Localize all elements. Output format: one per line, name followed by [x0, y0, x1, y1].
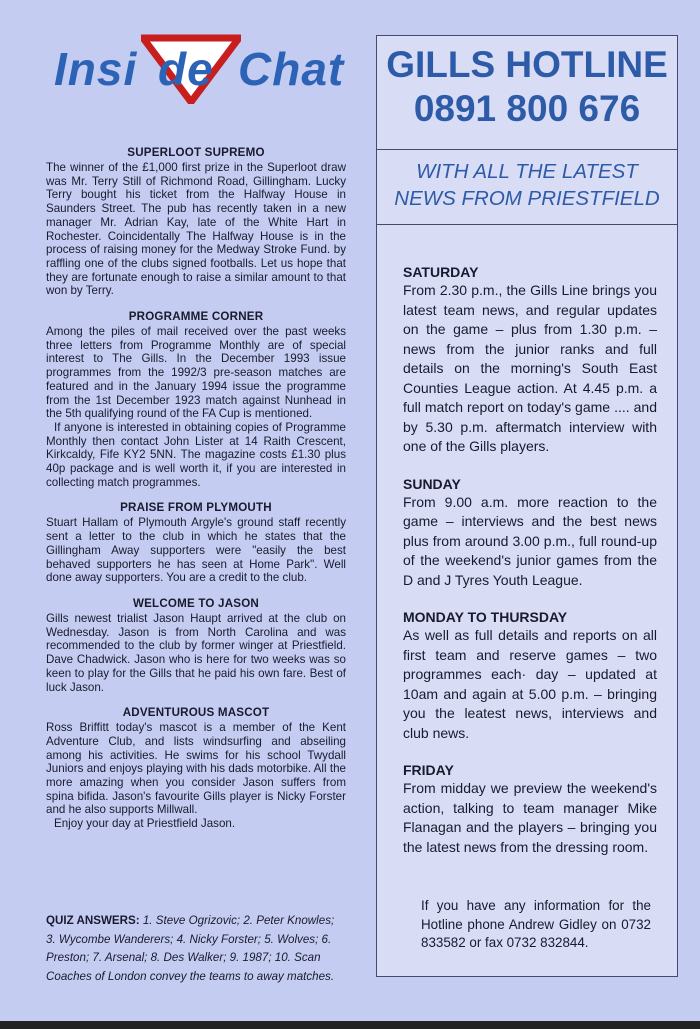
inside-chat-logo	[46, 28, 346, 116]
section-superloot	[46, 146, 346, 298]
schedule-saturday	[403, 264, 657, 457]
hotline-tagline	[377, 158, 677, 212]
day-text: From 2.30 p.m., the Gills Line brings you latest team news, and regular updates on the game – plus from 1.30 p.m. – news from the junior ranks and full details on the morning's South East Counties League action. At 4.45 p.m. a full match report on today's game .... and by 5.30 p.m. aftermatch interview with one of the Gills players.	[403, 282, 657, 454]
schedule	[403, 264, 657, 857]
day-text: From midday we preview the weekend's action, talking to team manager Mike Flanagan and the players – bringing you the latest news from the dressing room.	[403, 780, 657, 855]
section-title: WELCOME TO JASON	[132, 596, 259, 610]
section-paragraph: Among the piles of mail received over the past weeks three letters from Programme Monthly are of special interest to The Gills. In the December 1993 issue programmes from the 1992/3 pre-season matches are featured and in the January 1994 issue the programme from the 1st December 1923 match against Nunhead in the 5th qualifying round of the FA Cup is mentioned.	[46, 325, 346, 421]
logo-word-chat: Chat	[238, 43, 345, 95]
section-paragraph: Enjoy your day at Priestfield Jason.	[54, 817, 236, 831]
section-programme-corner	[46, 310, 346, 489]
section-welcome-jason	[46, 597, 346, 694]
quiz-text: 1. Steve Ogrizovic; 2. Peter Knowles; 3. Wycombe Wanderers; 4. Nicky Forster; 5. Wolves; 6. Preston; 7. Arsenal; 8. Des Walker; 9. 1987; 10. Scan Coaches of London convey the teams to away matches.	[46, 914, 335, 983]
section-title: ADVENTUROUS MASCOT	[122, 706, 270, 720]
hotline-box	[376, 35, 678, 977]
section-adventurous-mascot	[46, 706, 346, 831]
section-title: PROGRAMME CORNER	[128, 310, 264, 324]
hotline-contact: If you have any information for the Hotline phone Andrew Gidley on 0732 833582 or fax 0732 832844.	[421, 898, 651, 950]
section-paragraph: The winner of the £1,000 first prize in the Superloot draw was Mr. Terry Still of Richmond Road, Gillingham. Lucky Terry bought his ticket from the Halfway House in Saunders Street. The pub has recently taken in a new manager Mr. Adrian Kay, late of the White Hart in Rochester. Coincidentally The Halfway House is in the process of raising money for the Medway Stroke Fund. by raffling one of the clubs signed footballs. Let us hope that they are fortunate enough to raise a similar amount to that won by Terry.	[46, 161, 346, 298]
section-title: SUPERLOOT SUPREMO	[127, 146, 265, 159]
hotline-phone: 0891 800 676	[413, 88, 641, 129]
schedule-monday-thursday	[403, 609, 657, 743]
left-column	[46, 28, 346, 831]
schedule-friday	[403, 762, 657, 857]
section-paragraph: Gills newest trialist Jason Haupt arrived at the club on Wednesday. Jason is from North Carolina and was recommended to the club by former winger at Priestfield. Dave Chadwick. Jason who is here for two weeks was so keen to play for the Gills that he paid his own fare. Best of luck Jason.	[46, 611, 346, 694]
section-praise-plymouth	[46, 501, 346, 585]
hotline-title: GILLS HOTLINE	[386, 44, 668, 85]
tagline-line-1: WITH ALL THE LATEST	[416, 160, 638, 183]
day-text: As well as full details and reports on all first team and reserve games – two programmes each· day – updated at 10am and again at 5.00 p.m. – bringing you the leatest news, interviews and club news.	[403, 627, 657, 741]
news-sections	[46, 146, 346, 831]
day-heading: FRIDAY	[403, 762, 454, 778]
divider	[377, 224, 677, 225]
bottom-edge	[0, 1021, 700, 1029]
tagline-line-2: NEWS FROM PRIESTFIELD	[394, 187, 660, 210]
quiz-label: QUIZ ANSWERS:	[46, 914, 140, 927]
quiz-answers	[46, 912, 346, 986]
logo-word-inside: Insi	[54, 43, 138, 95]
day-heading: MONDAY TO THURSDAY	[403, 609, 568, 625]
logo-word-de: de	[158, 43, 214, 95]
day-heading: SUNDAY	[403, 475, 461, 492]
section-paragraph: If anyone is interested in obtaining copies of Programme Monthly then contact John Lister at 14 Raith Crescent, Kirkcaldy, Fife KY2 5NN. The magazine costs £1.30 plus 40p package and is well worth it, if you are interested in collecting match programmes.	[46, 420, 346, 489]
section-paragraph: Stuart Hallam of Plymouth Argyle's ground staff recently sent a letter to the club in which he states that the Gillingham Away supporters were "easily the best behaved supporters he has seen at Home Park". Well done away supporters. You are a credit to the club.	[46, 516, 346, 585]
divider	[377, 149, 677, 150]
day-heading: SATURDAY	[403, 264, 479, 280]
schedule-sunday	[403, 476, 657, 591]
section-paragraph: Ross Briffitt today's mascot is a member of the Kent Adventure Club, and lists windsurfing and abseiling among his activities. He swims for his school Twydall Juniors and enjoys playing with his dads motorbike. All the more amazing when you consider Jason suffers from spina bifida. Jason's favourite Gills player is Nicky Forster and he also supports Millwall.	[46, 721, 346, 817]
section-title: PRAISE FROM PLYMOUTH	[120, 501, 272, 515]
day-text: From 9.00 a.m. more reaction to the game – interviews and the best news plus from around 3.00 p.m., full round-up of the weekend's junior games from the D and J Tyres Youth League.	[403, 493, 657, 588]
